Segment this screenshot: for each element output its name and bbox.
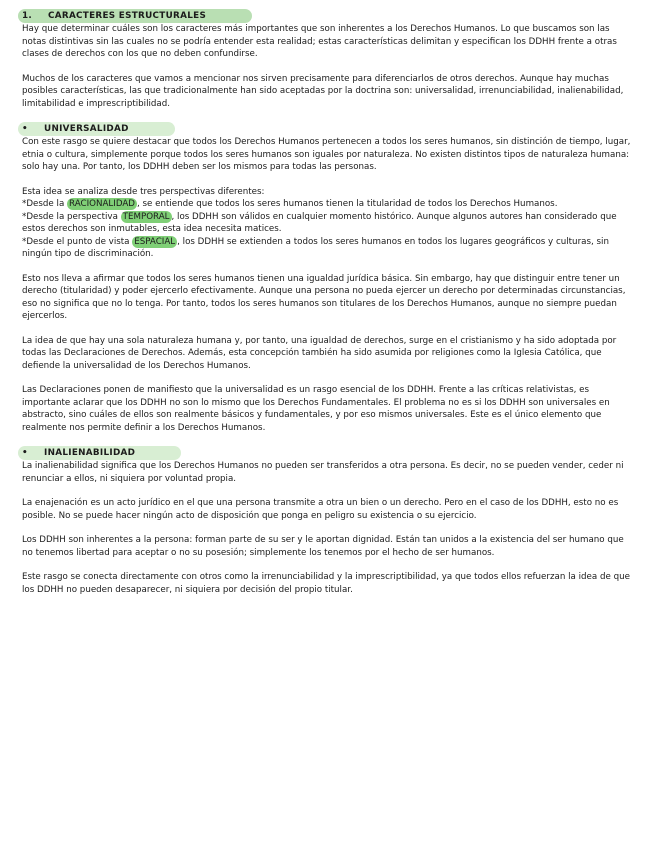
intro-paragraph-1: Hay que determinar cuáles son los caracteres más importantes que son inherentes a los Derechos Humanos. Lo que buscamos son las notas distintivas sin las cuales no se podría entender esta realidad; estas características delimitan y especifican los DDHH frente a otras clases de derechos con los que no deben confundirse. (22, 24, 617, 59)
highlighted-term: TEMPORAL (122, 211, 170, 222)
perspective-text: , los DDHH son válidos en cualquier momento histórico. Aunque algunos autores han considerado que estos derechos son inmutables, esta idea necesita matices. (22, 211, 617, 234)
inalienabilidad-paragraph-1: La inalienabilidad significa que los Derechos Humanos no pueden ser transferidos a otra persona. Es decir, no se pueden vender, ceder ni renunciar a ellos, ni siquiera por voluntad propia. (22, 461, 624, 484)
inalienabilidad-paragraph-4: Este rasgo se conecta directamente con otros como la irrenunciabilidad y la imprescriptibilidad, ya que todos ellos refuerzan la idea de que los DDHH no pueden desaparecer, ni siquiera por decisión del propio titular. (22, 572, 630, 595)
perspective-item (22, 236, 634, 261)
subheading-inalienabilidad (18, 446, 181, 460)
bullet-icon: • (22, 124, 28, 134)
perspective-prefix: *Desde la perspectiva (22, 211, 121, 222)
perspective-item (22, 198, 634, 211)
subheading-title: INALIENABILIDAD (44, 448, 136, 458)
perspectives-intro: Esta idea se analiza desde tres perspectivas diferentes: (22, 186, 265, 197)
intro-paragraph-2: Muchos de los caracteres que vamos a mencionar nos sirven precisamente para diferenciarlos de otros derechos. Aunque hay muchas posibles características, las que tradicionalmente han sido aceptadas por la doctrina son: universalidad, irrenunciabilidad, inalienabilidad, limitabilidad e imprescriptibilidad. (22, 73, 624, 109)
highlighted-term: ESPACIAL (134, 236, 176, 247)
perspective-prefix: *Desde la (22, 199, 68, 209)
universalidad-paragraph-4: La idea de que hay una sola naturaleza humana y, por tanto, una igualdad de derechos, surge en el cristianismo y ha sido adoptada por todas las Declaraciones de Derechos. Además, esta concepción también ha sido asumida por religiones como la Iglesia Católica, que defiende la universalidad de los Derechos Humanos. (22, 335, 617, 371)
perspective-text: , los DDHH se extienden a todos los seres humanos en todos los lugares geográficos y culturas, sin ningún tipo de discriminación. (22, 236, 609, 259)
section-number: 1. (22, 11, 33, 21)
perspective-item (22, 211, 634, 236)
highlighted-term: RACIONALIDAD (69, 199, 135, 209)
universalidad-paragraph-1: Con este rasgo se quiere destacar que todos los Derechos Humanos pertenecen a todos los seres humanos, sin distinción de tiempo, lugar, etnia o cultura, simplemente porque todos los seres humanos son iguales por naturaleza. No existen distintos tipos de naturaleza humana: solo hay una. Por tanto, los DDHH deben ser los mismos para todas las personas. (22, 137, 631, 172)
section-title: CARACTERES ESTRUCTURALES (48, 11, 207, 21)
perspective-prefix: *Desde el punto de vista (22, 236, 133, 247)
subheading-universalidad (18, 122, 175, 136)
universalidad-paragraph-5: Las Declaraciones ponen de manifiesto que la universalidad es un rasgo esencial de los DDHH. Frente a las críticas relativistas, es importante aclarar que los DDHH no son lo mismo que los Derechos Fundamentales. El problema no es si los DDHH son universales en abstracto, sino cuáles de ellos son realmente básicos y fundamentales, y por eso mismos universales. Este es el único elemento que realmente nos permite definir a los Derechos Humanos. (22, 385, 610, 433)
inalienabilidad-paragraph-3: Los DDHH son inherentes a la persona: forman parte de su ser y le aportan dignidad. Están tan unidos a la existencia del ser humano que no tenemos libertad para aceptar o no su posesión; simplemente los tenemos por el hecho de ser humanos. (22, 535, 624, 558)
bullet-icon: • (22, 448, 28, 458)
section-heading (18, 9, 252, 23)
universalidad-paragraph-3: Esto nos lleva a afirmar que todos los seres humanos tienen una igualdad jurídica básica. Sin embargo, hay que distinguir entre tener un derecho (titularidad) y poder ejercerlo efectivamente. Aunque una persona no pueda ejercer un derecho por determinadas circunstancias, eso no significa que no lo tenga. Por tanto, todos los seres humanos son titulares de los Derechos Humanos, aunque no siempre puedan ejercerlos. (22, 273, 626, 321)
inalienabilidad-paragraph-2: La enajenación es un acto jurídico en el que una persona transmite a otra un bien o un derecho. Pero en el caso de los DDHH, esto no es posible. No se puede hacer ningún acto de disposición que ponga en peligro su existencia o su ejercicio. (22, 498, 619, 521)
subheading-title: UNIVERSALIDAD (44, 124, 129, 134)
perspective-text: , se entiende que todos los seres humanos tienen la titularidad de todos los Derechos Humanos. (136, 199, 558, 209)
